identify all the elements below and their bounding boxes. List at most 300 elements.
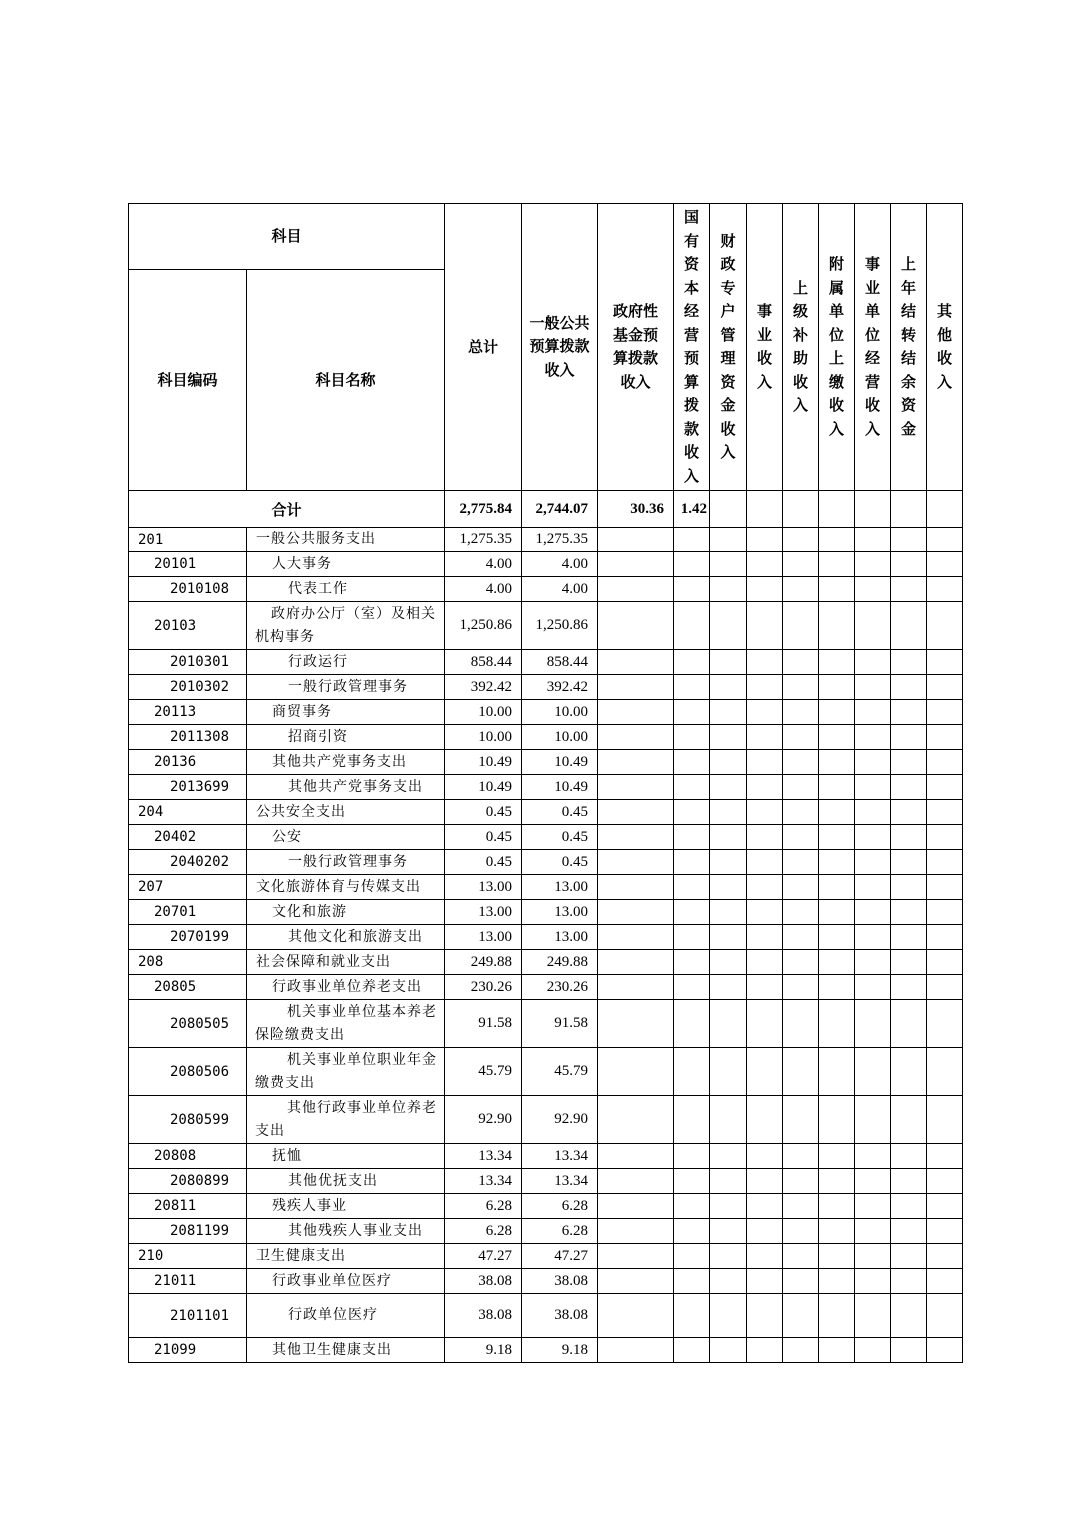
header-superior-subsidy: 上级补助收入 bbox=[783, 204, 819, 491]
empty-cell bbox=[891, 850, 927, 875]
row-general-budget: 858.44 bbox=[522, 650, 598, 675]
empty-cell bbox=[927, 552, 963, 577]
empty-cell bbox=[783, 1269, 819, 1294]
empty-cell bbox=[674, 1244, 710, 1269]
empty-cell bbox=[783, 850, 819, 875]
empty-cell bbox=[674, 1194, 710, 1219]
subject-name: 一般行政管理事务 bbox=[247, 850, 445, 875]
empty-cell bbox=[927, 675, 963, 700]
empty-cell bbox=[674, 602, 710, 650]
subject-name: 其他优抚支出 bbox=[247, 1169, 445, 1194]
empty-cell bbox=[783, 675, 819, 700]
empty-cell bbox=[783, 602, 819, 650]
empty-cell bbox=[674, 1144, 710, 1169]
empty-cell bbox=[747, 602, 783, 650]
empty-cell bbox=[674, 1169, 710, 1194]
table-row bbox=[129, 528, 963, 552]
empty-cell bbox=[674, 725, 710, 750]
table-row bbox=[129, 725, 963, 750]
total-general-budget: 2,744.07 bbox=[522, 491, 598, 528]
empty-cell bbox=[783, 552, 819, 577]
subject-name: 一般行政管理事务 bbox=[247, 675, 445, 700]
empty-cell bbox=[783, 1169, 819, 1194]
empty-cell bbox=[598, 1194, 674, 1219]
empty-cell bbox=[710, 1000, 747, 1048]
empty-cell bbox=[891, 602, 927, 650]
table-row bbox=[129, 800, 963, 825]
subject-code: 20701 bbox=[129, 900, 247, 925]
empty-cell bbox=[674, 577, 710, 602]
empty-cell bbox=[927, 725, 963, 750]
empty-cell bbox=[927, 925, 963, 950]
subject-code: 2070199 bbox=[129, 925, 247, 950]
empty-cell bbox=[819, 1219, 855, 1244]
empty-cell bbox=[598, 1269, 674, 1294]
subject-name: 公安 bbox=[247, 825, 445, 850]
empty-cell bbox=[710, 1048, 747, 1096]
empty-cell bbox=[598, 1000, 674, 1048]
empty-cell bbox=[674, 1219, 710, 1244]
empty-cell bbox=[674, 975, 710, 1000]
empty-cell bbox=[598, 775, 674, 800]
table-row bbox=[129, 775, 963, 800]
row-general-budget: 10.49 bbox=[522, 750, 598, 775]
empty-cell bbox=[891, 725, 927, 750]
row-general-budget: 0.45 bbox=[522, 825, 598, 850]
empty-cell bbox=[891, 650, 927, 675]
row-general-budget: 45.79 bbox=[522, 1048, 598, 1096]
empty-cell bbox=[855, 750, 891, 775]
row-total: 0.45 bbox=[445, 850, 522, 875]
empty-cell bbox=[598, 975, 674, 1000]
empty-cell bbox=[927, 850, 963, 875]
empty-cell bbox=[855, 1294, 891, 1338]
empty-cell bbox=[927, 577, 963, 602]
table-row bbox=[129, 1269, 963, 1294]
empty-cell bbox=[598, 1144, 674, 1169]
row-total: 6.28 bbox=[445, 1219, 522, 1244]
row-general-budget: 13.00 bbox=[522, 900, 598, 925]
empty-cell bbox=[855, 725, 891, 750]
empty-cell bbox=[747, 925, 783, 950]
empty-cell bbox=[855, 925, 891, 950]
row-total: 10.00 bbox=[445, 725, 522, 750]
budget-table bbox=[128, 203, 963, 1363]
empty-cell bbox=[674, 1269, 710, 1294]
empty-cell bbox=[927, 1294, 963, 1338]
empty-cell bbox=[783, 875, 819, 900]
empty-cell bbox=[674, 650, 710, 675]
empty-cell bbox=[855, 1269, 891, 1294]
empty-cell bbox=[855, 950, 891, 975]
empty-cell bbox=[927, 1244, 963, 1269]
empty-cell bbox=[927, 1169, 963, 1194]
table-row bbox=[129, 1000, 963, 1048]
subject-code: 2010108 bbox=[129, 577, 247, 602]
row-general-budget: 1,250.86 bbox=[522, 602, 598, 650]
row-total: 45.79 bbox=[445, 1048, 522, 1096]
table-row bbox=[129, 1169, 963, 1194]
subject-code: 201 bbox=[129, 528, 247, 552]
subject-name: 其他共产党事务支出 bbox=[247, 750, 445, 775]
empty-cell bbox=[891, 1194, 927, 1219]
empty-cell bbox=[710, 800, 747, 825]
empty-cell bbox=[855, 650, 891, 675]
empty-cell bbox=[598, 825, 674, 850]
empty-cell bbox=[855, 1169, 891, 1194]
header-general-budget: 一般公共预算拨款收入 bbox=[522, 204, 598, 491]
empty-cell bbox=[710, 1194, 747, 1219]
empty-cell bbox=[783, 825, 819, 850]
empty-cell bbox=[927, 775, 963, 800]
row-general-budget: 9.18 bbox=[522, 1338, 598, 1363]
empty-cell bbox=[747, 775, 783, 800]
row-total: 10.49 bbox=[445, 775, 522, 800]
empty-cell bbox=[783, 700, 819, 725]
empty-cell bbox=[674, 1338, 710, 1363]
empty-cell bbox=[674, 900, 710, 925]
empty-cell bbox=[710, 1169, 747, 1194]
empty-cell bbox=[819, 700, 855, 725]
empty-cell bbox=[891, 675, 927, 700]
empty-cell bbox=[783, 1000, 819, 1048]
empty-cell bbox=[710, 491, 747, 528]
empty-cell bbox=[598, 725, 674, 750]
empty-cell bbox=[674, 875, 710, 900]
empty-cell bbox=[783, 925, 819, 950]
empty-cell bbox=[674, 1048, 710, 1096]
empty-cell bbox=[819, 1096, 855, 1144]
empty-cell bbox=[710, 850, 747, 875]
subject-name: 其他行政事业单位养老支出 bbox=[247, 1096, 445, 1144]
empty-cell bbox=[855, 1194, 891, 1219]
empty-cell bbox=[855, 900, 891, 925]
table-row bbox=[129, 1338, 963, 1363]
empty-cell bbox=[710, 1219, 747, 1244]
empty-cell bbox=[747, 950, 783, 975]
empty-cell bbox=[891, 577, 927, 602]
row-general-budget: 249.88 bbox=[522, 950, 598, 975]
empty-cell bbox=[927, 900, 963, 925]
header-subject: 科目 bbox=[129, 204, 445, 270]
empty-cell bbox=[855, 1144, 891, 1169]
empty-cell bbox=[598, 602, 674, 650]
header-special-account: 财政专户管理资金收入 bbox=[710, 204, 747, 491]
empty-cell bbox=[927, 975, 963, 1000]
empty-cell bbox=[819, 1244, 855, 1269]
table-row bbox=[129, 700, 963, 725]
row-total: 13.34 bbox=[445, 1169, 522, 1194]
empty-cell bbox=[891, 1169, 927, 1194]
empty-cell bbox=[710, 1144, 747, 1169]
empty-cell bbox=[674, 850, 710, 875]
empty-cell bbox=[891, 552, 927, 577]
row-total: 4.00 bbox=[445, 552, 522, 577]
empty-cell bbox=[855, 1048, 891, 1096]
empty-cell bbox=[747, 875, 783, 900]
subject-name: 人大事务 bbox=[247, 552, 445, 577]
empty-cell bbox=[819, 650, 855, 675]
empty-cell bbox=[927, 825, 963, 850]
row-general-budget: 6.28 bbox=[522, 1219, 598, 1244]
table-row bbox=[129, 1294, 963, 1338]
empty-cell bbox=[819, 925, 855, 950]
row-general-budget: 13.00 bbox=[522, 875, 598, 900]
row-general-budget: 10.49 bbox=[522, 775, 598, 800]
empty-cell bbox=[674, 1294, 710, 1338]
row-total: 13.00 bbox=[445, 925, 522, 950]
empty-cell bbox=[710, 975, 747, 1000]
empty-cell bbox=[674, 1096, 710, 1144]
empty-cell bbox=[783, 1294, 819, 1338]
empty-cell bbox=[855, 528, 891, 552]
empty-cell bbox=[855, 825, 891, 850]
header-gov-fund: 政府性基金预算拨款收入 bbox=[598, 204, 674, 491]
empty-cell bbox=[819, 1194, 855, 1219]
empty-cell bbox=[674, 750, 710, 775]
subject-code: 21011 bbox=[129, 1269, 247, 1294]
total-label: 合计 bbox=[129, 491, 445, 528]
empty-cell bbox=[927, 1144, 963, 1169]
empty-cell bbox=[855, 1096, 891, 1144]
subject-name: 一般公共服务支出 bbox=[247, 528, 445, 552]
subject-code: 2011308 bbox=[129, 725, 247, 750]
empty-cell bbox=[783, 900, 819, 925]
row-total: 1,275.35 bbox=[445, 528, 522, 552]
empty-cell bbox=[598, 675, 674, 700]
empty-cell bbox=[927, 700, 963, 725]
empty-cell bbox=[783, 950, 819, 975]
empty-cell bbox=[783, 800, 819, 825]
subject-name: 行政事业单位养老支出 bbox=[247, 975, 445, 1000]
header-business-income: 事业收入 bbox=[747, 204, 783, 491]
empty-cell bbox=[598, 552, 674, 577]
empty-cell bbox=[927, 1194, 963, 1219]
row-total: 13.34 bbox=[445, 1144, 522, 1169]
table-row bbox=[129, 602, 963, 650]
empty-cell bbox=[819, 577, 855, 602]
empty-cell bbox=[819, 1000, 855, 1048]
table-row bbox=[129, 577, 963, 602]
row-general-budget: 10.00 bbox=[522, 700, 598, 725]
subject-name: 其他残疾人事业支出 bbox=[247, 1219, 445, 1244]
empty-cell bbox=[747, 1144, 783, 1169]
table-row bbox=[129, 875, 963, 900]
row-general-budget: 13.34 bbox=[522, 1169, 598, 1194]
empty-cell bbox=[819, 775, 855, 800]
subject-name: 文化旅游体育与传媒支出 bbox=[247, 875, 445, 900]
empty-cell bbox=[855, 552, 891, 577]
empty-cell bbox=[927, 1000, 963, 1048]
table-row bbox=[129, 950, 963, 975]
empty-cell bbox=[598, 1169, 674, 1194]
empty-cell bbox=[927, 1219, 963, 1244]
empty-cell bbox=[674, 1000, 710, 1048]
empty-cell bbox=[819, 675, 855, 700]
empty-cell bbox=[598, 925, 674, 950]
empty-cell bbox=[819, 491, 855, 528]
row-general-budget: 13.00 bbox=[522, 925, 598, 950]
empty-cell bbox=[674, 675, 710, 700]
empty-cell bbox=[747, 1169, 783, 1194]
empty-cell bbox=[927, 1096, 963, 1144]
empty-cell bbox=[819, 1294, 855, 1338]
row-general-budget: 6.28 bbox=[522, 1194, 598, 1219]
row-total: 6.28 bbox=[445, 1194, 522, 1219]
empty-cell bbox=[891, 1244, 927, 1269]
header-other-income: 其他收入 bbox=[927, 204, 963, 491]
empty-cell bbox=[674, 528, 710, 552]
subject-code: 21099 bbox=[129, 1338, 247, 1363]
row-general-budget: 0.45 bbox=[522, 850, 598, 875]
empty-cell bbox=[855, 875, 891, 900]
subject-name: 政府办公厅（室）及相关机构事务 bbox=[247, 602, 445, 650]
empty-cell bbox=[710, 1269, 747, 1294]
row-total: 10.49 bbox=[445, 750, 522, 775]
empty-cell bbox=[710, 675, 747, 700]
empty-cell bbox=[674, 825, 710, 850]
empty-cell bbox=[598, 900, 674, 925]
empty-cell bbox=[891, 1144, 927, 1169]
empty-cell bbox=[710, 602, 747, 650]
row-general-budget: 13.34 bbox=[522, 1144, 598, 1169]
subject-name: 残疾人事业 bbox=[247, 1194, 445, 1219]
total-gov-fund: 30.36 bbox=[598, 491, 674, 528]
empty-cell bbox=[710, 577, 747, 602]
empty-cell bbox=[747, 725, 783, 750]
empty-cell bbox=[747, 975, 783, 1000]
empty-cell bbox=[674, 925, 710, 950]
subject-name: 代表工作 bbox=[247, 577, 445, 602]
empty-cell bbox=[891, 800, 927, 825]
empty-cell bbox=[855, 602, 891, 650]
empty-cell bbox=[598, 1048, 674, 1096]
empty-cell bbox=[927, 1269, 963, 1294]
subject-name: 招商引资 bbox=[247, 725, 445, 750]
row-total: 9.18 bbox=[445, 1338, 522, 1363]
row-general-budget: 4.00 bbox=[522, 577, 598, 602]
empty-cell bbox=[927, 602, 963, 650]
empty-cell bbox=[598, 750, 674, 775]
table-row bbox=[129, 650, 963, 675]
table-row bbox=[129, 552, 963, 577]
empty-cell bbox=[674, 700, 710, 725]
header-carryover: 上年结转结余资金 bbox=[891, 204, 927, 491]
empty-cell bbox=[819, 1169, 855, 1194]
subject-code: 20103 bbox=[129, 602, 247, 650]
subject-name: 行政事业单位医疗 bbox=[247, 1269, 445, 1294]
empty-cell bbox=[710, 750, 747, 775]
row-total: 249.88 bbox=[445, 950, 522, 975]
empty-cell bbox=[783, 750, 819, 775]
subject-code: 20811 bbox=[129, 1194, 247, 1219]
empty-cell bbox=[747, 750, 783, 775]
row-total: 230.26 bbox=[445, 975, 522, 1000]
empty-cell bbox=[819, 552, 855, 577]
total-state-capital: 1.42 bbox=[674, 491, 710, 528]
row-total: 4.00 bbox=[445, 577, 522, 602]
empty-cell bbox=[819, 825, 855, 850]
empty-cell bbox=[747, 800, 783, 825]
empty-cell bbox=[747, 850, 783, 875]
header-state-capital: 国有资本经营预算拨款收入 bbox=[674, 204, 710, 491]
subject-code: 210 bbox=[129, 1244, 247, 1269]
empty-cell bbox=[783, 1048, 819, 1096]
empty-cell bbox=[927, 528, 963, 552]
row-total: 392.42 bbox=[445, 675, 522, 700]
empty-cell bbox=[783, 775, 819, 800]
empty-cell bbox=[927, 650, 963, 675]
subject-name: 社会保障和就业支出 bbox=[247, 950, 445, 975]
subject-code: 20101 bbox=[129, 552, 247, 577]
row-total: 13.00 bbox=[445, 900, 522, 925]
table-row bbox=[129, 1194, 963, 1219]
empty-cell bbox=[891, 1219, 927, 1244]
empty-cell bbox=[747, 1244, 783, 1269]
subject-code: 204 bbox=[129, 800, 247, 825]
empty-cell bbox=[747, 1269, 783, 1294]
empty-cell bbox=[927, 875, 963, 900]
empty-cell bbox=[891, 700, 927, 725]
subject-code: 2081199 bbox=[129, 1219, 247, 1244]
row-total: 38.08 bbox=[445, 1294, 522, 1338]
empty-cell bbox=[819, 1048, 855, 1096]
subject-code: 2040202 bbox=[129, 850, 247, 875]
empty-cell bbox=[891, 775, 927, 800]
subject-name: 抚恤 bbox=[247, 1144, 445, 1169]
empty-cell bbox=[783, 1244, 819, 1269]
empty-cell bbox=[819, 750, 855, 775]
row-total: 13.00 bbox=[445, 875, 522, 900]
empty-cell bbox=[747, 552, 783, 577]
header-subject-name: 科目名称 bbox=[247, 270, 445, 491]
row-total: 0.45 bbox=[445, 800, 522, 825]
empty-cell bbox=[747, 825, 783, 850]
subject-name: 行政运行 bbox=[247, 650, 445, 675]
subject-code: 2013699 bbox=[129, 775, 247, 800]
empty-cell bbox=[819, 900, 855, 925]
empty-cell bbox=[598, 1338, 674, 1363]
empty-cell bbox=[927, 800, 963, 825]
empty-cell bbox=[598, 650, 674, 675]
empty-cell bbox=[855, 1338, 891, 1363]
empty-cell bbox=[710, 725, 747, 750]
empty-cell bbox=[891, 1294, 927, 1338]
subject-code: 20136 bbox=[129, 750, 247, 775]
empty-cell bbox=[710, 650, 747, 675]
empty-cell bbox=[891, 1048, 927, 1096]
empty-cell bbox=[747, 1000, 783, 1048]
empty-cell bbox=[855, 850, 891, 875]
empty-cell bbox=[927, 1338, 963, 1363]
empty-cell bbox=[891, 1096, 927, 1144]
empty-cell bbox=[891, 528, 927, 552]
table-row bbox=[129, 1144, 963, 1169]
empty-cell bbox=[747, 1219, 783, 1244]
empty-cell bbox=[598, 875, 674, 900]
empty-cell bbox=[783, 975, 819, 1000]
empty-cell bbox=[891, 750, 927, 775]
empty-cell bbox=[674, 775, 710, 800]
empty-cell bbox=[747, 675, 783, 700]
empty-cell bbox=[783, 1096, 819, 1144]
empty-cell bbox=[710, 1338, 747, 1363]
empty-cell bbox=[819, 1338, 855, 1363]
row-total: 10.00 bbox=[445, 700, 522, 725]
row-general-budget: 0.45 bbox=[522, 800, 598, 825]
empty-cell bbox=[855, 1244, 891, 1269]
empty-cell bbox=[819, 725, 855, 750]
